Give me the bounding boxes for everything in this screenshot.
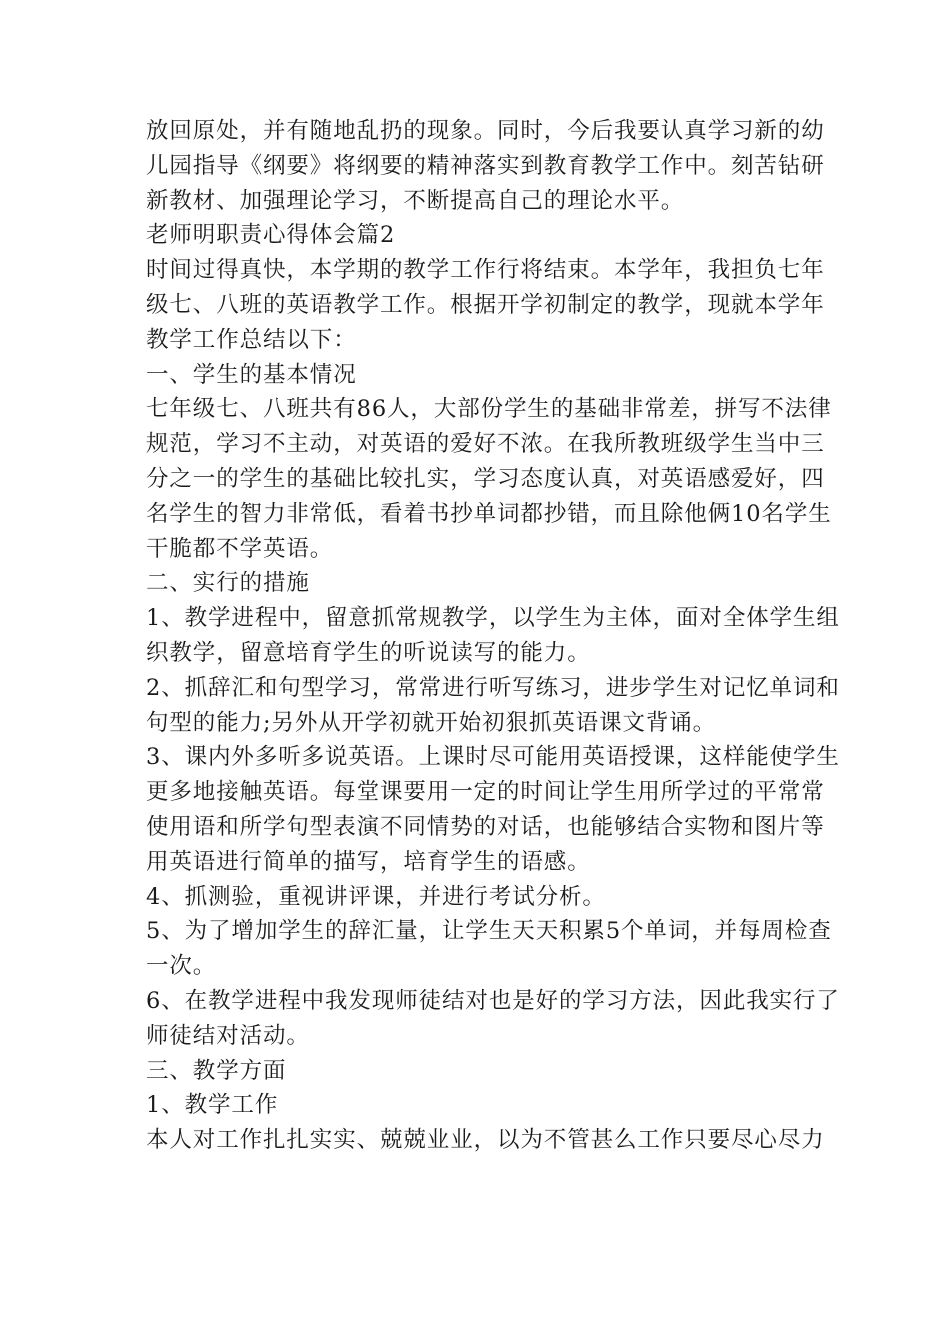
text-line: 使用语和所学句型表演不同情势的对话，也能够结合实物和图片等 bbox=[146, 813, 825, 840]
subsection-heading: 一、学生的基本情况 bbox=[146, 361, 357, 388]
section-heading: 老师明职责心得体会篇2 bbox=[146, 222, 396, 249]
subsection-heading: 三、教学方面 bbox=[146, 1057, 287, 1084]
text-line: 师徒结对活动。 bbox=[146, 1022, 310, 1049]
text-line: 句型的能力;另外从开学初就开始初狠抓英语课文背诵。 bbox=[146, 709, 717, 736]
list-item: 4、抓测验，重视讲评课，并进行考试分析。 bbox=[146, 883, 606, 910]
text-line: 用英语进行简单的描写，培育学生的语感。 bbox=[146, 848, 591, 875]
text-line: 更多地接触英语。每堂课要用一定的时间让学生用所学过的平常常 bbox=[146, 779, 825, 806]
document-body bbox=[146, 114, 840, 1158]
text-line: 分之一的学生的基础比较扎实，学习态度认真，对英语感爱好，四 bbox=[146, 465, 825, 492]
list-item: 6、在教学进程中我发现师徒结对也是好的学习方法，因此我实行了 bbox=[146, 987, 840, 1014]
text-line: 织教学，留意培育学生的听说读写的能力。 bbox=[146, 639, 591, 666]
text-line: 干脆都不学英语。 bbox=[146, 535, 334, 562]
list-item: 1、教学进程中，留意抓常规教学，以学生为主体，面对全体学生组 bbox=[146, 605, 840, 632]
list-item: 2、抓辞汇和句型学习，常常进行听写练习，进步学生对记忆单词和 bbox=[146, 674, 840, 701]
text-line: 教学工作总结以下： bbox=[146, 326, 357, 353]
text-line: 一次。 bbox=[146, 953, 217, 980]
list-item: 5、为了增加学生的辞汇量，让学生天天积累5个单词，并每周检查 bbox=[146, 918, 832, 945]
text-line: 新教材、加强理论学习，不断提高自己的理论水平。 bbox=[146, 187, 685, 214]
text-line: 七年级七、八班共有86人，大部份学生的基础非常差，拼写不法律 bbox=[146, 396, 832, 423]
text-line: 放回原处，并有随地乱扔的现象。同时，今后我要认真学习新的幼 bbox=[146, 118, 825, 144]
text-line: 规范，学习不主动，对英语的爱好不浓。在我所教班级学生当中三 bbox=[146, 431, 825, 458]
text-line: 时间过得真快，本学期的教学工作行将结束。本学年，我担负七年 bbox=[146, 257, 825, 284]
list-item: 3、课内外多听多说英语。上课时尽可能用英语授课，这样能使学生 bbox=[146, 744, 840, 771]
list-item: 1、教学工作 bbox=[146, 1092, 279, 1119]
text-line: 本人对工作扎扎实实、兢兢业业，以为不管甚么工作只要尽心尽力 bbox=[146, 1127, 825, 1154]
text-line: 级七、八班的英语教学工作。根据开学初制定的教学，现就本学年 bbox=[146, 291, 825, 318]
text-line: 名学生的智力非常低，看着书抄单词都抄错，而且除他俩10名学生 bbox=[146, 500, 832, 527]
subsection-heading: 二、实行的措施 bbox=[146, 570, 310, 597]
text-line: 儿园指导《纲要》将纲要的精神落实到教育教学工作中。刻苦钻研 bbox=[146, 152, 825, 179]
